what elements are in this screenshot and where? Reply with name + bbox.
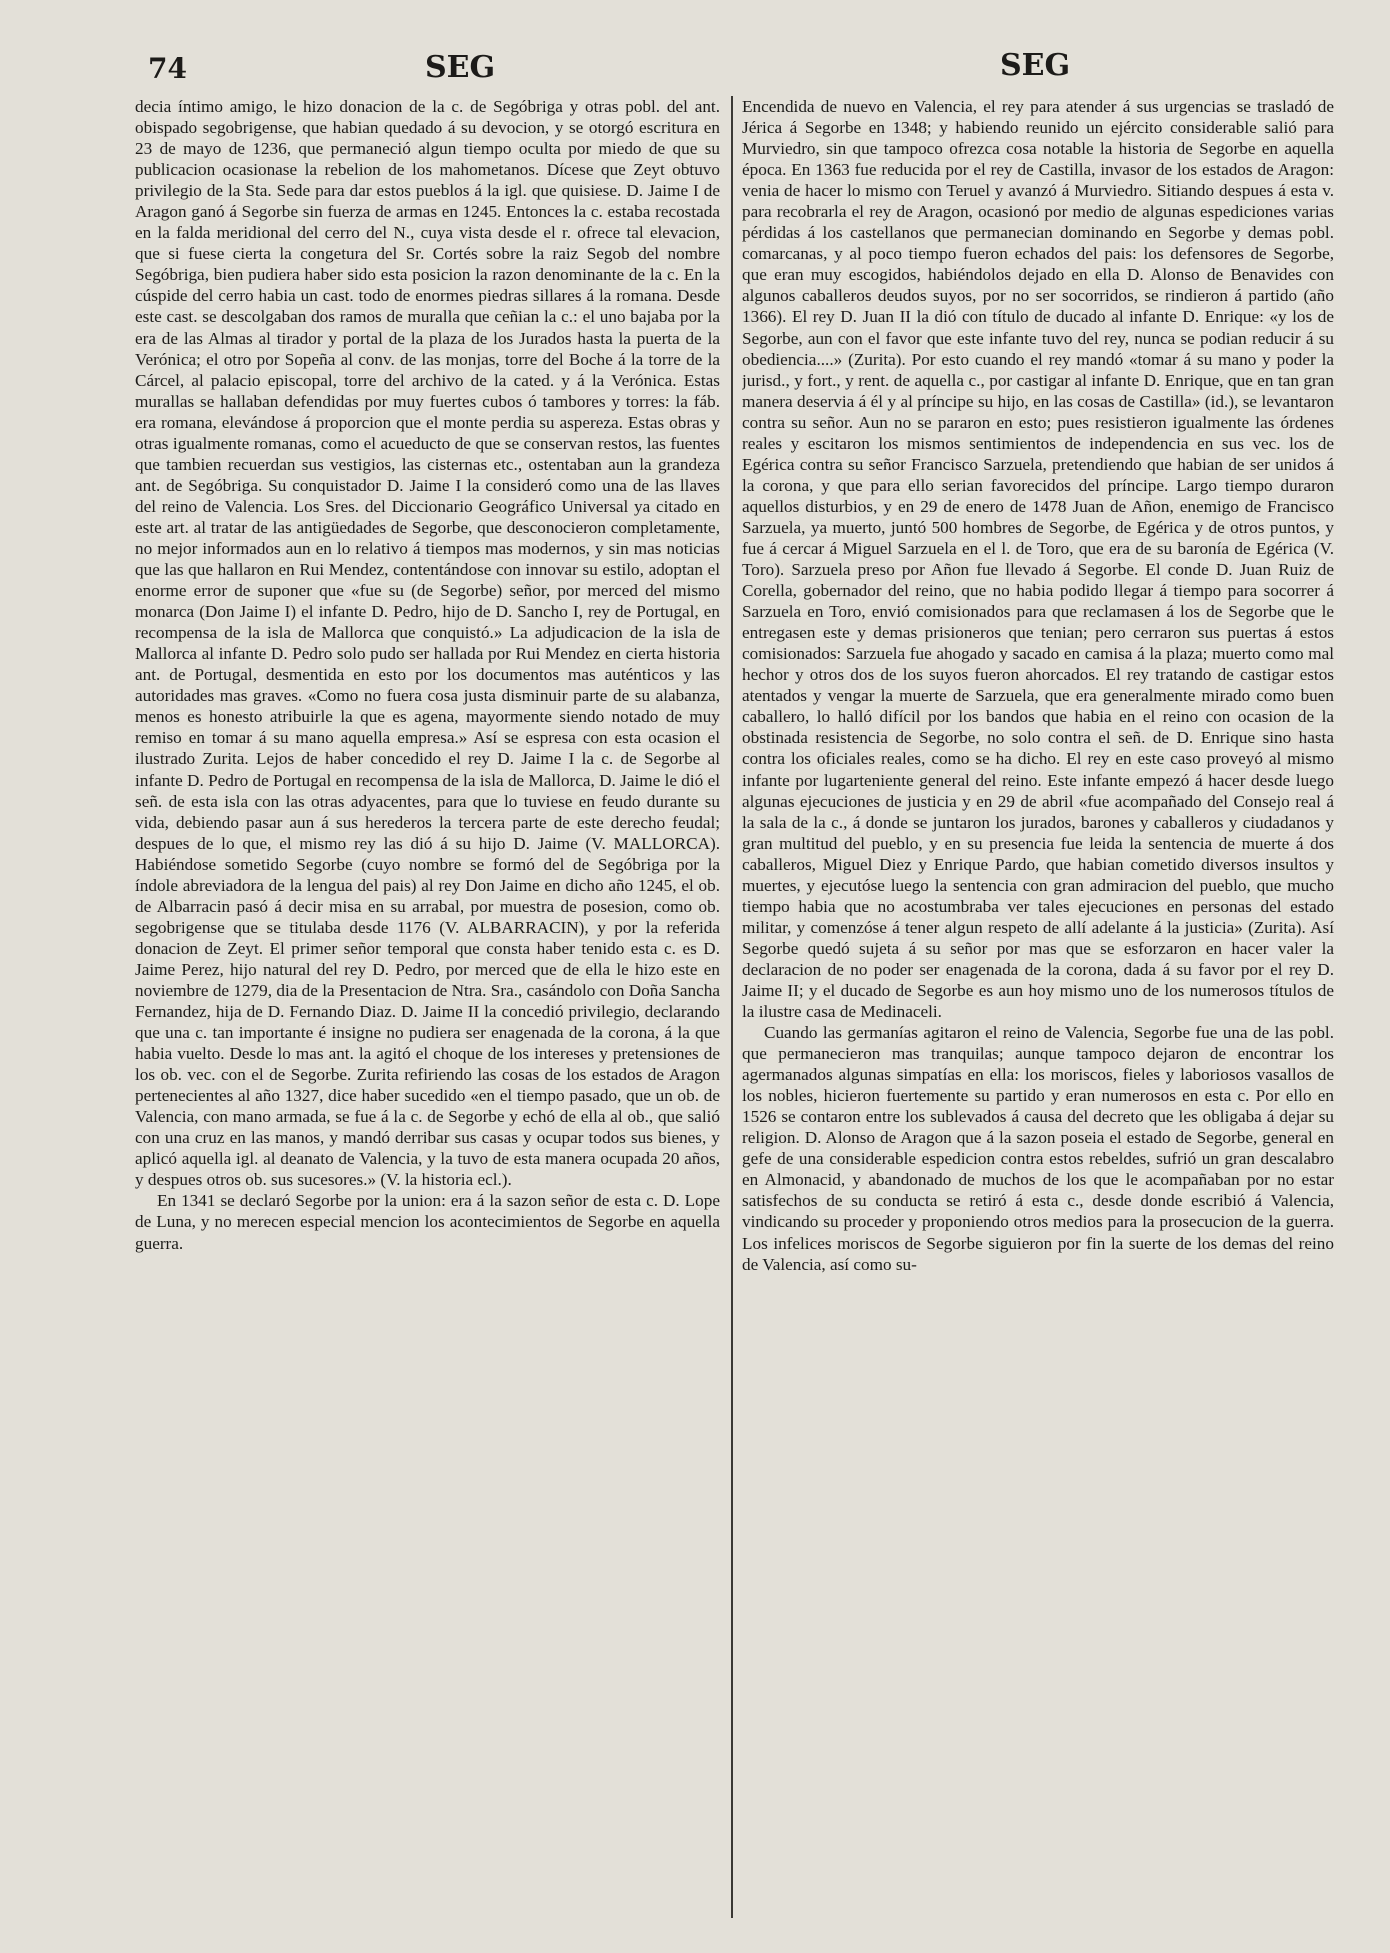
- right-column: [742, 96, 1334, 1926]
- left-column: [135, 96, 720, 1926]
- right-paragraph-1: Encendida de nuevo en Valencia, el rey para atender á sus urgencias se trasladó de Jérica á Segorbe en 1348; y habiendo reunido un ejército considerable salió para Murviedro, sin que tampoco ofrezca cosa notable la historia de Segorbe en aquella época. En 1363 fue reducida por el rey de Castilla, invasor de los estados de Aragon: venia de hacer lo mismo con Teruel y avanzó á Murviedro. Sitiando despues á esta v. para recobrarla el rey de Aragon, ocasionó por medio de algunas espediciones varias pérdidas á los castellanos que permanecian dominando en Segorbe y demas pobl. comarcanas, y al poco tiempo fueron echados del pais: los defensores de Segorbe, que eran muy escogidos, habiéndolos dejado en ella D. Alonso de Benavides con algunos caballeros deudos suyos, por no ser socorridos, se rindieron á partido (año 1366). El rey D. Juan II la dió con título de ducado al infante D. Enrique: «y los de Segorbe, aun con el favor que este infante tuvo del rey, nunca se podian reducir á su obediencia....» (Zurita). Por esto cuando el rey mandó «tomar á su mano y poder la jurisd., y fort., y rent. de aquella c., por castigar al infante D. Enrique, que en tan gran manera deservia á él y al príncipe su hijo, en las cosas de Castilla» (id.), se levantaron contra su señor. Aun no se pararon en esto; pues resistieron igualmente las órdenes reales y escitaron los mismos sentimientos de independencia en sus vec. los de Egérica contra su señor Francisco Sarzuela, pretendiendo que habian de ser unidos á la corona, y que para ello serian favorecidos del príncipe. Largo tiempo duraron aquellos disturbios, y en 29 de enero de 1478 Juan de Añon, enemigo de Francisco Sarzuela, ya muerto, juntó 500 hombres de Segorbe, de Egérica y de otros puntos, y fue á cercar á Miguel Sarzuela en el l. de Toro, que era de su baronía de Egérica (V. Toro). Sarzuela preso por Añon fue llevado á Segorbe. El conde D. Juan Ruiz de Corella, gobernador del reino, que no habia podido llegar á tiempo para socorrer á Sarzuela en Toro, envió comisionados para que reclamasen á los de Segorbe que le entregasen este y demas prisioneros que tenian; pero cerraron sus puertas á estos comisionados: Sarzuela fue ahogado y sacado en camisa á la plaza; muerto como mal hechor y otros dos de los suyos fueron ahorcados. El rey tratando de castigar estos atentados y vengar la muerte de Sarzuela, que era generalmente mirado como buen caballero, lo halló difícil por los bandos que habia en el reino con ocasion de la obstinada resistencia de Segorbe, no solo contra el señ. de D. Enrique sino hasta contra los oficiales reales, como se ha dicho. El rey en este caso proveyó al mismo infante por lugarteniente general del reino. Este infante empezó á hacer desde luego algunas ejecuciones de justicia y en 29 de abril «fue acompañado del Consejo real á la sala de la c., á donde se juntaron los jurados, barones y caballeros y ciudadanos y gran multitud del pueblo, y en su presencia fue leida la sentencia de muerte á dos caballeros, Miguel Diez y Enrique Pardo, que habian cometido diversos insultos y muertes, y ejecutóse luego la sentencia con gran admiracion del pueblo, que mucho tiempo habia que no acostumbraba ver tales ejecuciones en personas del estado militar, y comenzóse á tener algun respeto de allí adelante á la justicia» (Zurita). Así Segorbe quedó sujeta á su señor por mas que se esforzaron en hacer valer la declaracion de no poder ser enagenada de la corona, dada á su favor por el rey D. Jaime II; y el ducado de Segorbe es aun hoy mismo uno de los numerosos títulos de la ilustre casa de Medinaceli.: [742, 97, 1334, 1022]
- page-number: 74: [148, 52, 187, 85]
- running-headword-right: SEG: [1000, 48, 1071, 83]
- page-header: [0, 46, 1390, 94]
- running-headword-left: SEG: [425, 50, 496, 85]
- left-paragraph-2: En 1341 se declaró Segorbe por la union: era á la sazon señor de esta c. D. Lope de Luna, y no merecen especial mencion los acontecimientos de Segorbe en aquella guerra.: [135, 1191, 720, 1253]
- column-divider: [731, 96, 733, 1918]
- right-paragraph-2: Cuando las germanías agitaron el reino de Valencia, Segorbe fue una de las pobl. que permanecieron mas tranquilas; aunque tampoco dejaron de encontrar los agermanados algunas simpatías en ella: los moriscos, fieles y laboriosos vasallos de los nobles, hicieron fuertemente su partido y eran numerosos en esta c. Por ello en 1526 se contaron entre los sublevados á causa del decreto que les obligaba á dejar su religion. D. Alonso de Aragon que á la sazon poseia el estado de Segorbe, general en gefe de una considerable espedicion contra estos rebeldes, sufrió un gran descalabro en Almonacid, y abandonado de muchos de los que le acompañaban por no estar satisfechos de su conducta se retiró á esta c., desde donde escribió á Valencia, vindicando su proceder y proponiendo otros medios para la prosecucion de la guerra. Los infelices moriscos de Segorbe siguieron por fin la suerte de los demas del reino de Valencia, así como su-: [742, 1023, 1334, 1274]
- left-paragraph-1: decia íntimo amigo, le hizo donacion de la c. de Segóbriga y otras pobl. del ant. obispado segobrigense, que habian quedado á su devocion, y se otorgó escritura en 23 de mayo de 1236, que permaneció algun tiempo oculta por miedo de que su publicacion ocasionase la rebelion de los mahometanos. Dícese que Zeyt obtuvo privilegio de la Sta. Sede para dar estos pueblos á la igl. que quisiese. D. Jaime I de Aragon ganó á Segorbe sin fuerza de armas en 1245. Entonces la c. estaba recostada en la falda meridional del cerro del N., cuya vista desde el r. ofrece tal elevacion, que si fuese cierta la congetura del Sr. Cortés sobre la raiz Segob del nombre Segóbriga, bien pudiera haber sido esta posicion la razon denominante de la c. En la cúspide del cerro habia un cast. todo de enormes piedras sillares á la romana. Desde este cast. se descolgaban dos ramos de muralla que ceñian la c.: el uno bajaba por la era de las Almas al tirador y portal de la plaza de los Jurados hasta la puerta de la Verónica; el otro por Sopeña al conv. de las monjas, torre del Boche á la torre de la Cárcel, al palacio episcopal, torre del archivo de la cated. y á la Verónica. Estas murallas se hallaban defendidas por muy fuertes cubos ó tambores y torres: la fáb. era romana, elevándose á proporcion que el monte perdia su aspereza. Estas obras y otras igualmente romanas, como el acueducto de que se conservan restos, las fuentes que tambien recuerdan sus vestigios, las cisternas etc., ostentaban aun la grandeza ant. de Segóbriga. Su conquistador D. Jaime I la consideró como una de las llaves del reino de Valencia. Los Sres. del Diccionario Geográfico Universal ya citado en este art. al tratar de las antigüedades de Segorbe, que desconocieron completamente, no mejor informados aun en lo relativo á tiempos mas modernos, y sin mas noticias que las que hallaron en Rui Mendez, contentándose con innovar su estilo, adoptan el enorme error de suponer que «fue su (de Segorbe) señor, por merced del mismo monarca (Don Jaime I) el infante D. Pedro, hijo de D. Sancho I, rey de Portugal, en recompensa de la isla de Mallorca que conquistó.» La adjudicacion de la isla de Mallorca al infante D. Pedro solo pudo ser hallada por Rui Mendez en cierta historia ant. de Portugal, desmentida en esto por los documentos mas auténticos y las autoridades mas graves. «Como no fuera cosa justa disminuir parte de su alabanza, menos es honesto atribuirle la que es agena, mayormente siendo notado de muy remiso en tomar á su mano aquella empresa.» Así se espresa con esta ocasion el ilustrado Zurita. Lejos de haber concedido el rey D. Jaime I la c. de Segorbe al infante D. Pedro de Portugal en recompensa de la isla de Mallorca, D. Jaime le dió el señ. de esta isla con las otras adyacentes, para que lo tuviese en feudo durante su vida, debiendo pasar aun á sus herederos la tercera parte de este derecho feudal; despues de lo que, el mismo rey las dió á su hijo D. Jaime (V. MALLORCA). Habiéndose sometido Segorbe (cuyo nombre se formó del de Segóbriga por la índole abreviadora de la lengua del pais) al rey Don Jaime en dicho año 1245, el ob. de Albarracin pasó á decir misa en su arrabal, por muestra de posesion, como ob. segobrigense que se titulaba desde 1176 (V. ALBARRACIN), y por la referida donacion de Zeyt. El primer señor temporal que consta haber tenido esta c. es D. Jaime Perez, hijo natural del rey D. Pedro, por merced que de ella le hizo este en noviembre de 1279, dia de la Presentacion de Ntra. Sra., casándolo con Doña Sancha Fernandez, hija de D. Fernando Diaz. D. Jaime II la concedió privilegio, declarando que una c. tan importante é insigne no pudiera ser enagenada de la corona, á la que habia vuelto. Desde lo mas ant. la agitó el choque de los intereses y pretensiones de los ob. vec. con el de Segorbe. Zurita refiriendo las cosas de los estados de Aragon pertenecientes al año 1327, dice haber sucedido «en el tiempo pasado, que un ob. de Valencia, con mano armada, se fue á la c. de Segorbe y echó de ella al ob., que salió con una cruz en las manos, y mandó derribar sus casas y ocupar todos sus bienes, y aplicó aquella igl. al deanato de Valencia, y la tuvo de esta manera ocupada 20 años, y despues otros ob. sus sucesores.» (V. la historia ecl.).: [135, 97, 720, 1190]
